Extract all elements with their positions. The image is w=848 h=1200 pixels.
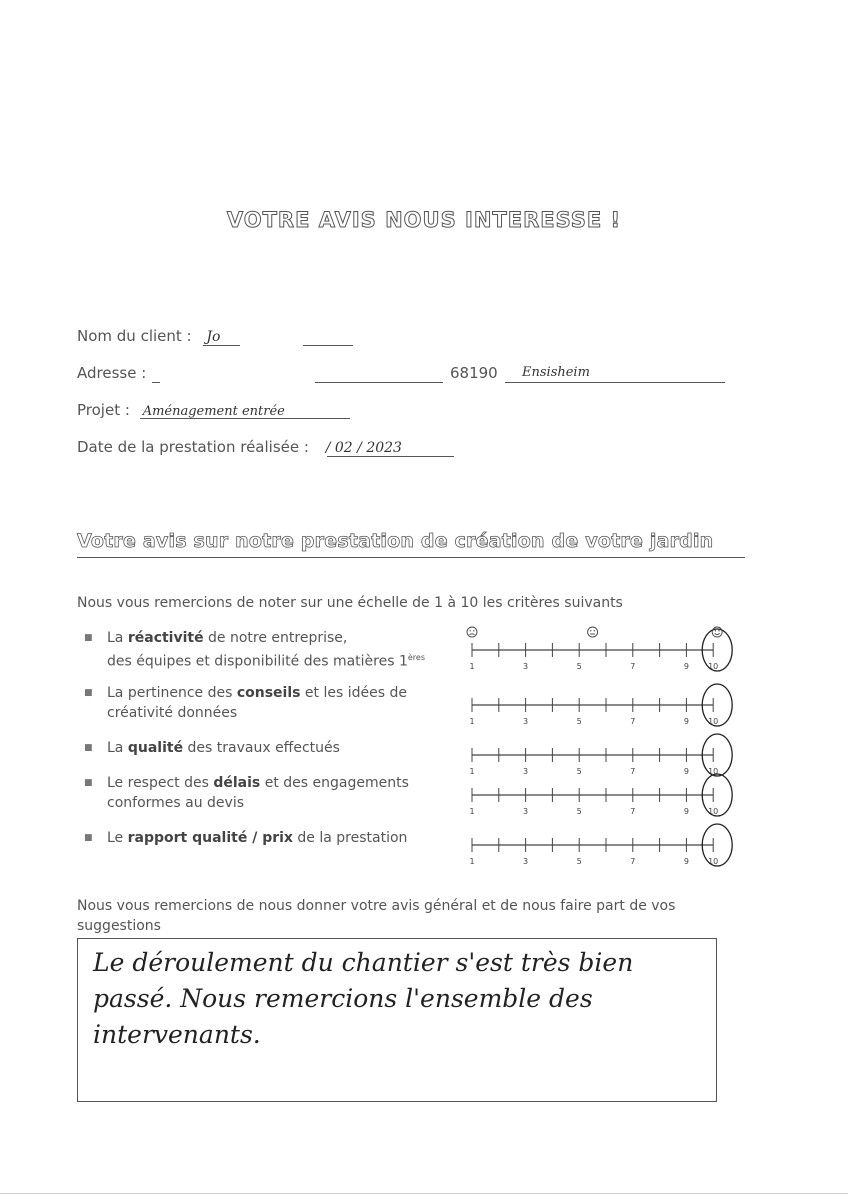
scale-tick-label: 10 (708, 662, 719, 671)
scale-tick-label: 3 (523, 857, 529, 866)
address-field (77, 364, 146, 382)
rating-scale-1 (462, 620, 742, 680)
scale-tick-label: 1 (469, 767, 475, 776)
neutral-face-icon (588, 627, 598, 637)
criterion-text (107, 738, 340, 758)
scale-tick-label: 1 (469, 807, 475, 816)
project-label: Projet : (77, 401, 130, 419)
address-underline-1 (152, 382, 160, 383)
address-city-value: Ensisheim (522, 365, 590, 380)
address-label: Adresse : (77, 364, 147, 382)
scale-tick-label: 1 (469, 662, 475, 671)
client-name-underline (203, 345, 240, 346)
happy-face-icon-mouth (715, 633, 720, 634)
date-label: Date de la prestation réalisée : (77, 438, 309, 456)
scale-tick-label: 3 (523, 717, 529, 726)
scale-tick-label: 7 (630, 662, 636, 671)
scale-tick-label: 10 (708, 767, 719, 776)
scale-tick-label: 9 (683, 717, 689, 726)
bullet-icon: ■ (84, 688, 93, 698)
criterion-keyword: réactivité (127, 630, 204, 646)
project-field (77, 401, 285, 419)
neutral-face-icon-outline (588, 627, 598, 637)
happy-face-icon-eye (718, 630, 719, 631)
criterion-text-part: La (107, 630, 128, 646)
criterion-keyword: qualité (127, 740, 184, 756)
sad-face-icon-eye (473, 630, 474, 631)
project-value: Aménagement entrée (142, 404, 285, 419)
bullet-icon: ■ (84, 778, 93, 788)
scale-tick-label: 7 (630, 807, 636, 816)
criterion-keyword: conseils (236, 685, 301, 701)
criterion-text (107, 628, 425, 672)
page-bottom-edge (0, 1193, 848, 1194)
happy-face-icon-eye (715, 630, 716, 631)
scale-tick-label: 1 (469, 857, 475, 866)
scale-tick-label: 9 (683, 857, 689, 866)
criterion-text (107, 683, 407, 723)
section-title: Votre avis sur notre prestation de création de votre jardin (77, 530, 714, 552)
scale-tick-label: 5 (576, 717, 582, 726)
scale-tick-label: 9 (683, 662, 689, 671)
rating-scale-5 (462, 815, 742, 875)
client-name-label: Nom du client : (77, 327, 192, 345)
criterion-text-part: des travaux effectués (183, 740, 340, 756)
criterion-keyword: rapport qualité / prix (127, 830, 293, 846)
date-field (77, 438, 402, 456)
scale-tick-label: 5 (576, 857, 582, 866)
scale-tick-label: 5 (576, 807, 582, 816)
criterion-text-part: La pertinence des (107, 685, 237, 701)
comment-text: Le déroulement du chantier s'est très bien passé. Nous remercions l'ensemble des intervenants. (93, 948, 634, 1049)
address-underline-3 (505, 382, 725, 383)
sad-face-icon (467, 627, 477, 637)
criterion-text-part: et des engagements (260, 775, 409, 791)
scale-tick-label: 5 (576, 662, 582, 671)
scale-tick-label: 3 (523, 807, 529, 816)
section-divider (77, 557, 745, 558)
scale-tick-label: 9 (683, 807, 689, 816)
scale-tick-label: 9 (683, 767, 689, 776)
date-underline (327, 456, 454, 457)
bullet-icon: ■ (84, 833, 93, 843)
rating-intro: Nous vous remercions de noter sur une échelle de 1 à 10 les critères suivants (77, 595, 623, 611)
address-postcode-value: 68190 (450, 364, 498, 382)
criterion-sup: ères (407, 653, 425, 662)
scale-tick-label: 7 (630, 857, 636, 866)
sad-face-icon-outline (467, 627, 477, 637)
criterion-text (107, 828, 407, 848)
criterion-text-line2: créativité données (107, 705, 238, 721)
criterion-text-line2: conformes au devis (107, 795, 245, 811)
scale-tick-label: 1 (469, 717, 475, 726)
neutral-face-icon-eye (590, 630, 591, 631)
criterion-text-part: Le respect des (107, 775, 214, 791)
scale-tick-label: 10 (708, 807, 719, 816)
general-prompt: Nous vous remercions de nous donner votre avis général et de nous faire part de vos suggestions (77, 898, 676, 934)
date-value: / 02 / 2023 (325, 440, 402, 456)
criterion-text-part: Le (107, 830, 128, 846)
sad-face-icon-mouth (470, 634, 475, 635)
address-postcode (450, 364, 498, 382)
scale-tick-label: 7 (630, 717, 636, 726)
scale-tick-label: 10 (708, 717, 719, 726)
criterion-text-part: de notre entreprise, (203, 630, 348, 646)
project-underline (140, 418, 350, 419)
client-name-value: Jo (206, 329, 221, 345)
scale-tick-label: 7 (630, 767, 636, 776)
comment-box[interactable] (77, 938, 717, 1102)
form-title: VOTRE AVIS NOUS INTERESSE ! (226, 208, 622, 232)
scale-tick-label: 10 (708, 857, 719, 866)
scale-tick-label: 3 (523, 662, 529, 671)
client-name-field (77, 327, 220, 345)
neutral-face-icon-eye (594, 630, 595, 631)
criterion-text (107, 773, 409, 813)
address-underline-2 (315, 382, 443, 383)
criterion-keyword: délais (213, 775, 261, 791)
criterion-text-line2: des équipes et disponibilité des matières 1 (107, 653, 408, 670)
scale-tick-label: 5 (576, 767, 582, 776)
scale-tick-label: 3 (523, 767, 529, 776)
criterion-text-part: La (107, 740, 128, 756)
bullet-icon: ■ (84, 633, 93, 643)
bullet-icon: ■ (84, 743, 93, 753)
criterion-text-part: et les idées de (300, 685, 407, 701)
client-name-underline-2 (303, 345, 353, 346)
criterion-text-part: de la prestation (292, 830, 408, 846)
sad-face-icon-eye (470, 630, 471, 631)
